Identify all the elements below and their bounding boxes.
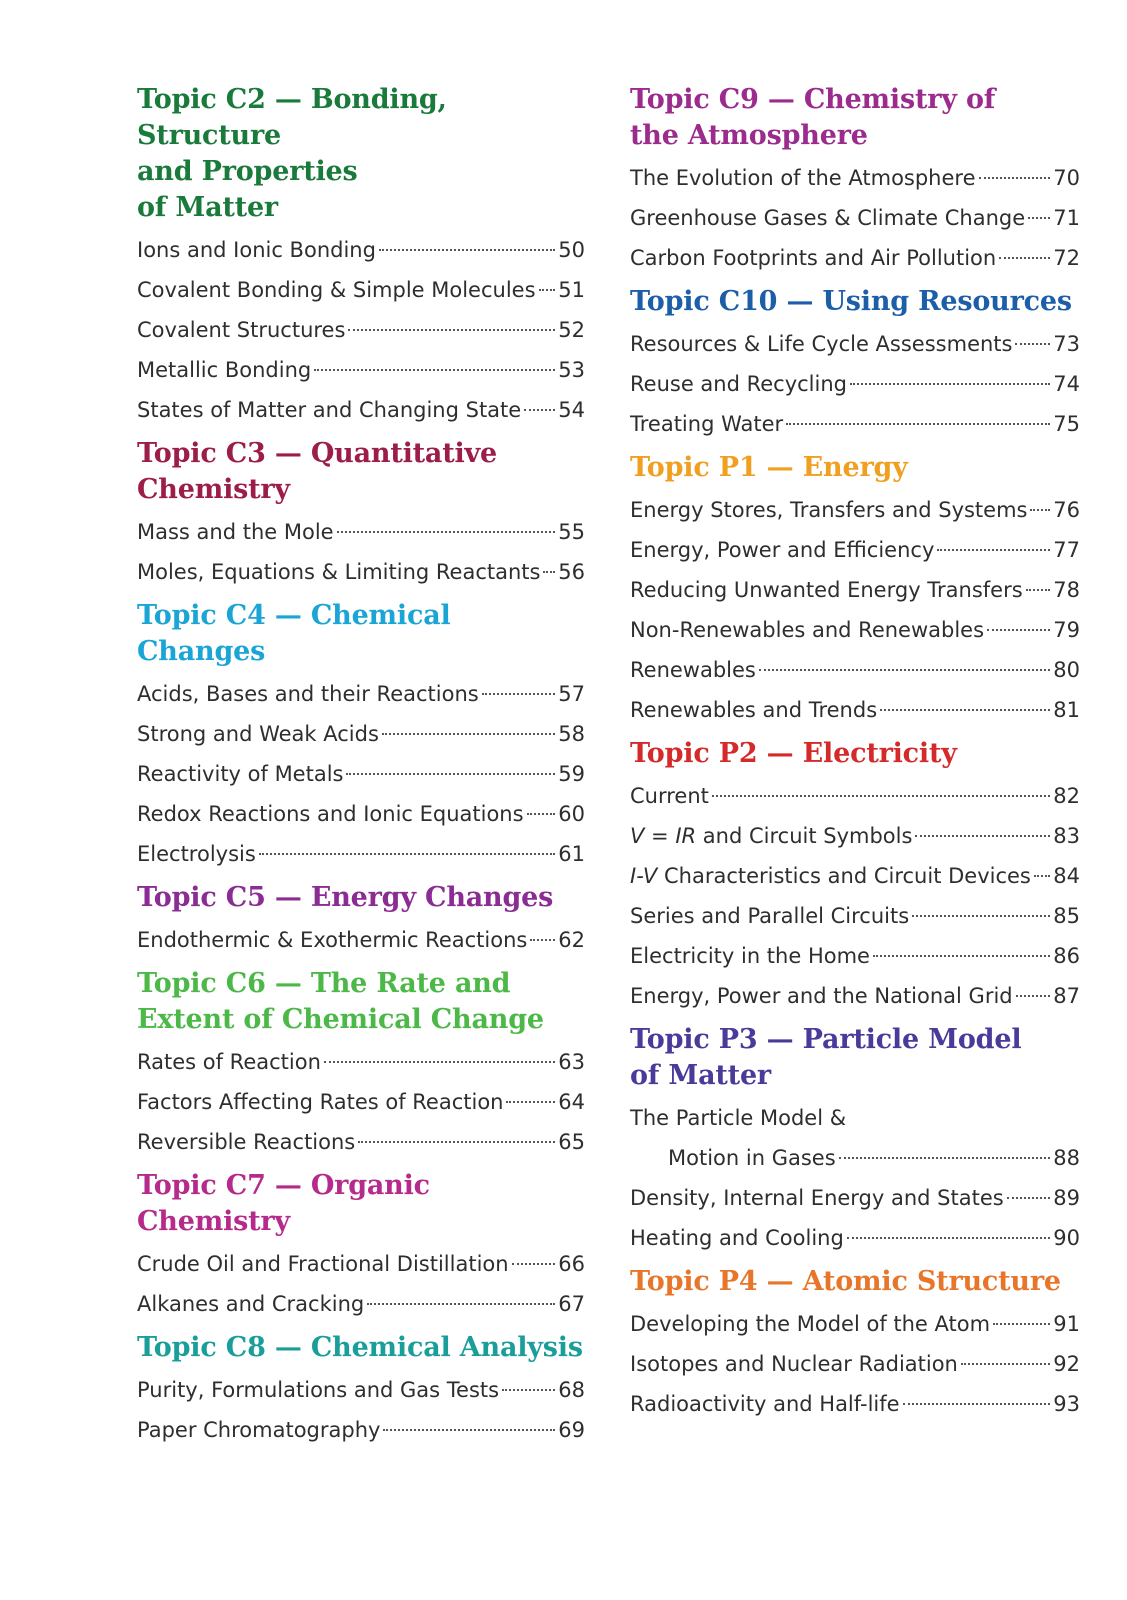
entry-label: Energy, Power and Efficiency bbox=[630, 538, 935, 562]
topic-title-line: Topic C8 — Chemical Analysis bbox=[137, 1332, 583, 1363]
dot-leader bbox=[543, 571, 555, 573]
toc-entry-reducing-unwanted-energy-transfers[interactable] bbox=[630, 570, 1080, 610]
entry-list bbox=[137, 674, 585, 874]
page-number: 58 bbox=[558, 722, 585, 746]
topic-title bbox=[137, 880, 585, 916]
toc-entry-crude-oil-and-fractional-distillation[interactable] bbox=[137, 1244, 585, 1284]
dot-leader bbox=[314, 369, 555, 371]
page-number: 51 bbox=[558, 278, 585, 302]
dot-leader bbox=[987, 629, 1050, 631]
page-number: 60 bbox=[558, 802, 585, 826]
dot-leader bbox=[527, 813, 556, 815]
topic-title bbox=[137, 598, 585, 670]
entry-list bbox=[137, 1042, 585, 1162]
page-number: 65 bbox=[558, 1130, 585, 1154]
page-number: 88 bbox=[1053, 1146, 1080, 1170]
toc-entry-strong-and-weak-acids[interactable] bbox=[137, 714, 585, 754]
entry-label: Ions and Ionic Bonding bbox=[137, 238, 376, 262]
toc-entry-covalent-structures[interactable] bbox=[137, 310, 585, 350]
entry-list bbox=[137, 1370, 585, 1450]
toc-entry-energy-stores-transfers-and-systems[interactable] bbox=[630, 490, 1080, 530]
dot-leader bbox=[379, 249, 555, 251]
toc-entry-alkanes-and-cracking[interactable] bbox=[137, 1284, 585, 1324]
toc-entry-ions-and-ionic-bonding[interactable] bbox=[137, 230, 585, 270]
entry-label: Developing the Model of the Atom bbox=[630, 1312, 991, 1336]
page-number: 83 bbox=[1053, 824, 1080, 848]
toc-entry-energy-power-and-the-national-grid[interactable] bbox=[630, 976, 1080, 1016]
dot-leader bbox=[850, 383, 1050, 385]
entry-label: Metallic Bonding bbox=[137, 358, 312, 382]
dot-leader bbox=[382, 733, 555, 735]
toc-entry-purity-formulations-and-gas-tests[interactable] bbox=[137, 1370, 585, 1410]
dot-leader bbox=[880, 709, 1050, 711]
topic-title-line: Topic C3 — Quantitative bbox=[137, 438, 498, 469]
dot-leader bbox=[530, 939, 555, 941]
topic-title-line: Topic C5 — Energy Changes bbox=[137, 882, 554, 913]
page-number: 77 bbox=[1053, 538, 1080, 562]
page-number: 67 bbox=[558, 1292, 585, 1316]
topic-section bbox=[630, 450, 1080, 730]
toc-entry-states-of-matter-and-changing-state[interactable] bbox=[137, 390, 585, 430]
entry-list bbox=[137, 1244, 585, 1324]
entry-label: Current bbox=[630, 784, 709, 808]
page-number: 56 bbox=[558, 560, 585, 584]
toc-entry-the-particle-model[interactable] bbox=[630, 1098, 1080, 1138]
toc-entry-paper-chromatography[interactable] bbox=[137, 1410, 585, 1450]
entry-label: Treating Water bbox=[630, 412, 784, 436]
page-number: 92 bbox=[1053, 1352, 1080, 1376]
toc-entry-factors-affecting-rates-of-reaction[interactable] bbox=[137, 1082, 585, 1122]
page-number: 82 bbox=[1053, 784, 1080, 808]
topic-title bbox=[630, 736, 1080, 772]
page-number: 76 bbox=[1053, 498, 1080, 522]
page-number: 62 bbox=[558, 928, 585, 952]
dot-leader bbox=[367, 1303, 555, 1305]
entry-label: The Evolution of the Atmosphere bbox=[630, 166, 976, 190]
toc-entry-moles-equations-limiting-reactants[interactable] bbox=[137, 552, 585, 592]
dot-leader bbox=[1015, 343, 1050, 345]
entry-list bbox=[630, 158, 1080, 278]
topic-title bbox=[630, 1264, 1080, 1300]
entry-label: Energy Stores, Transfers and Systems bbox=[630, 498, 1028, 522]
entry-label: Isotopes and Nuclear Radiation bbox=[630, 1352, 958, 1376]
page-number: 59 bbox=[558, 762, 585, 786]
entry-label: Greenhouse Gases & Climate Change bbox=[630, 206, 1026, 230]
entry-list bbox=[630, 1304, 1080, 1424]
topic-title bbox=[137, 436, 585, 508]
dot-leader bbox=[346, 773, 555, 775]
page-number: 75 bbox=[1053, 412, 1080, 436]
topic-section bbox=[630, 1264, 1080, 1424]
toc-entry-v-ir-and-circuit-symbols[interactable] bbox=[630, 816, 1080, 856]
entry-label: The Particle Model & bbox=[630, 1106, 847, 1130]
page-number: 80 bbox=[1053, 658, 1080, 682]
topic-title bbox=[630, 1022, 1080, 1094]
dot-leader bbox=[993, 1323, 1050, 1325]
page-number: 63 bbox=[558, 1050, 585, 1074]
topic-title bbox=[630, 284, 1080, 320]
topic-section bbox=[137, 880, 585, 960]
toc-entry-mass-and-the-mole[interactable] bbox=[137, 512, 585, 552]
entry-label: Reuse and Recycling bbox=[630, 372, 847, 396]
dot-leader bbox=[1030, 509, 1050, 511]
topic-title-line: Topic P4 — Atomic Structure bbox=[630, 1266, 1061, 1297]
page-number: 73 bbox=[1053, 332, 1080, 356]
entry-label: I-V Characteristics and Circuit Devices bbox=[630, 864, 1031, 888]
topic-title-line: Topic C6 — The Rate and bbox=[137, 968, 511, 999]
topic-section bbox=[630, 736, 1080, 1016]
entry-label: Acids, Bases and their Reactions bbox=[137, 682, 479, 706]
toc-entry-greenhouse-gases-climate-change[interactable] bbox=[630, 198, 1080, 238]
topic-title-line: of Matter bbox=[630, 1060, 771, 1091]
page-number: 93 bbox=[1053, 1392, 1080, 1416]
topic-title bbox=[137, 82, 585, 226]
entry-label: Factors Affecting Rates of Reaction bbox=[137, 1090, 504, 1114]
entry-label: Reducing Unwanted Energy Transfers bbox=[630, 578, 1023, 602]
dot-leader bbox=[786, 423, 1050, 425]
dot-leader bbox=[839, 1157, 1051, 1159]
entry-label: Paper Chromatography bbox=[137, 1418, 381, 1442]
entry-label: Carbon Footprints and Air Pollution bbox=[630, 246, 997, 270]
topic-title-line: Topic P3 — Particle Model bbox=[630, 1024, 1022, 1055]
topic-title bbox=[630, 82, 1080, 154]
topic-section bbox=[137, 436, 585, 592]
entry-label: Non-Renewables and Renewables bbox=[630, 618, 985, 642]
right-column bbox=[630, 82, 1080, 1430]
page-number: 66 bbox=[558, 1252, 585, 1276]
topic-section bbox=[630, 284, 1080, 444]
dot-leader bbox=[506, 1101, 555, 1103]
dot-leader bbox=[937, 549, 1050, 551]
entry-label: Covalent Bonding & Simple Molecules bbox=[137, 278, 536, 302]
entry-label: Strong and Weak Acids bbox=[137, 722, 379, 746]
topic-section bbox=[137, 1168, 585, 1324]
toc-entry-renewables[interactable] bbox=[630, 650, 1080, 690]
topic-title-line: Topic P1 — Energy bbox=[630, 452, 908, 483]
topic-title bbox=[137, 966, 585, 1038]
page-number: 79 bbox=[1053, 618, 1080, 642]
topic-section bbox=[630, 1022, 1080, 1258]
topic-title-line: of Matter bbox=[137, 192, 278, 223]
page-number: 70 bbox=[1053, 166, 1080, 190]
toc-entry-motion-in-gases[interactable] bbox=[630, 1138, 1080, 1178]
dot-leader bbox=[1034, 875, 1050, 877]
entry-label: Motion in Gases bbox=[668, 1146, 836, 1170]
entry-label: V = IR and Circuit Symbols bbox=[630, 824, 913, 848]
page-number: 52 bbox=[558, 318, 585, 342]
toc-entry-the-evolution-of-the-atmosphere[interactable] bbox=[630, 158, 1080, 198]
entry-label: Resources & Life Cycle Assessments bbox=[630, 332, 1013, 356]
dot-leader bbox=[873, 955, 1050, 957]
toc-entry-renewables-and-trends[interactable] bbox=[630, 690, 1080, 730]
toc-entry-metallic-bonding[interactable] bbox=[137, 350, 585, 390]
dot-leader bbox=[712, 795, 1050, 797]
topic-section bbox=[137, 1330, 585, 1450]
entry-label: Energy, Power and the National Grid bbox=[630, 984, 1013, 1008]
topic-title-line: the Atmosphere bbox=[630, 120, 868, 151]
entry-label: Redox Reactions and Ionic Equations bbox=[137, 802, 524, 826]
toc-entry-i-v-characteristics-and-circuit-devices[interactable] bbox=[630, 856, 1080, 896]
entry-label: Electricity in the Home bbox=[630, 944, 870, 968]
page-number: 64 bbox=[558, 1090, 585, 1114]
dot-leader bbox=[324, 1061, 555, 1063]
page-number: 81 bbox=[1053, 698, 1080, 722]
toc-entry-endothermic-exothermic-reactions[interactable] bbox=[137, 920, 585, 960]
dot-leader bbox=[259, 853, 555, 855]
page-number: 50 bbox=[558, 238, 585, 262]
dot-leader bbox=[1007, 1197, 1051, 1199]
entry-list bbox=[137, 512, 585, 592]
page-number: 54 bbox=[558, 398, 585, 422]
topic-title bbox=[137, 1330, 585, 1366]
dot-leader bbox=[961, 1363, 1050, 1365]
page-number: 55 bbox=[558, 520, 585, 544]
page-number: 89 bbox=[1053, 1186, 1080, 1210]
dot-leader bbox=[915, 835, 1050, 837]
entry-label: Purity, Formulations and Gas Tests bbox=[137, 1378, 500, 1402]
toc-entry-covalent-bonding-simple-molecules[interactable] bbox=[137, 270, 585, 310]
toc-entry-electricity-in-the-home[interactable] bbox=[630, 936, 1080, 976]
page-number: 57 bbox=[558, 682, 585, 706]
toc-entry-redox-reactions-and-ionic-equations[interactable] bbox=[137, 794, 585, 834]
page-number: 85 bbox=[1053, 904, 1080, 928]
dot-leader bbox=[1026, 589, 1051, 591]
page-number: 86 bbox=[1053, 944, 1080, 968]
entry-label: Reversible Reactions bbox=[137, 1130, 356, 1154]
dot-leader bbox=[1028, 217, 1050, 219]
page-number: 71 bbox=[1053, 206, 1080, 230]
topic-title-line: Topic C10 — Using Resources bbox=[630, 286, 1072, 317]
dot-leader bbox=[999, 257, 1050, 259]
entry-label: Crude Oil and Fractional Distillation bbox=[137, 1252, 509, 1276]
entry-list bbox=[630, 324, 1080, 444]
topic-title-line: Chemistry bbox=[137, 474, 290, 505]
dot-leader bbox=[348, 329, 555, 331]
toc-entry-non-renewables-and-renewables[interactable] bbox=[630, 610, 1080, 650]
toc-entry-reactivity-of-metals[interactable] bbox=[137, 754, 585, 794]
topic-title-line: Topic C7 — Organic bbox=[137, 1170, 430, 1201]
topic-title-line: Chemistry bbox=[137, 1206, 290, 1237]
toc-entry-acids-bases-and-their-reactions[interactable] bbox=[137, 674, 585, 714]
toc-entry-reuse-and-recycling[interactable] bbox=[630, 364, 1080, 404]
entry-label: Alkanes and Cracking bbox=[137, 1292, 365, 1316]
topic-title-line: Topic C2 — Bonding, Structure bbox=[137, 84, 447, 151]
left-column bbox=[137, 82, 585, 1456]
toc-entry-developing-the-model-of-the-atom[interactable] bbox=[630, 1304, 1080, 1344]
dot-leader bbox=[337, 531, 556, 533]
dot-leader bbox=[759, 669, 1050, 671]
topic-title bbox=[630, 450, 1080, 486]
entry-label: Mass and the Mole bbox=[137, 520, 334, 544]
page-number: 72 bbox=[1053, 246, 1080, 270]
entry-label: Renewables bbox=[630, 658, 756, 682]
dot-leader bbox=[1016, 995, 1051, 997]
toc-entry-current[interactable] bbox=[630, 776, 1080, 816]
entry-label: Density, Internal Energy and States bbox=[630, 1186, 1004, 1210]
toc-entry-rates-of-reaction[interactable] bbox=[137, 1042, 585, 1082]
entry-label: Covalent Structures bbox=[137, 318, 346, 342]
toc-entry-energy-power-and-efficiency[interactable] bbox=[630, 530, 1080, 570]
topic-section bbox=[630, 82, 1080, 278]
page-number: 78 bbox=[1053, 578, 1080, 602]
topic-title-line: Extent of Chemical Change bbox=[137, 1004, 544, 1035]
page-number: 90 bbox=[1053, 1226, 1080, 1250]
entry-list bbox=[137, 920, 585, 960]
page-number: 68 bbox=[558, 1378, 585, 1402]
toc-entry-carbon-footprints-and-air-pollution[interactable] bbox=[630, 238, 1080, 278]
dot-leader bbox=[847, 1237, 1050, 1239]
entry-label: Heating and Cooling bbox=[630, 1226, 844, 1250]
dot-leader bbox=[903, 1403, 1051, 1405]
topic-title-line: Topic C9 — Chemistry of bbox=[630, 84, 996, 115]
dot-leader bbox=[482, 693, 556, 695]
entry-list bbox=[630, 776, 1080, 1016]
entry-label: Electrolysis bbox=[137, 842, 256, 866]
topic-title-line: Topic P2 — Electricity bbox=[630, 738, 957, 769]
dot-leader bbox=[524, 409, 555, 411]
page-number: 84 bbox=[1053, 864, 1080, 888]
entry-label: States of Matter and Changing State bbox=[137, 398, 522, 422]
entry-label: Radioactivity and Half-life bbox=[630, 1392, 900, 1416]
entry-label: Rates of Reaction bbox=[137, 1050, 321, 1074]
entry-label: Renewables and Trends bbox=[630, 698, 878, 722]
toc-entry-isotopes-and-nuclear-radiation[interactable] bbox=[630, 1344, 1080, 1384]
dot-leader bbox=[539, 289, 556, 291]
dot-leader bbox=[358, 1141, 555, 1143]
entry-label: Series and Parallel Circuits bbox=[630, 904, 910, 928]
topic-section bbox=[137, 82, 585, 430]
page-number: 53 bbox=[558, 358, 585, 382]
dot-leader bbox=[979, 177, 1051, 179]
toc-entry-electrolysis[interactable] bbox=[137, 834, 585, 874]
dot-leader bbox=[383, 1429, 555, 1431]
page-number: 87 bbox=[1053, 984, 1080, 1008]
toc-entry-radioactivity-and-half-life[interactable] bbox=[630, 1384, 1080, 1424]
topic-title-line: Topic C4 — Chemical Changes bbox=[137, 600, 451, 667]
dot-leader bbox=[912, 915, 1050, 917]
page-number: 91 bbox=[1053, 1312, 1080, 1336]
topic-title-line: and Properties bbox=[137, 156, 358, 187]
dot-leader bbox=[502, 1389, 555, 1391]
topic-section bbox=[137, 598, 585, 874]
dot-leader bbox=[512, 1263, 556, 1265]
entry-label: Moles, Equations & Limiting Reactants bbox=[137, 560, 541, 584]
toc-entry-resources-life-cycle-assessments[interactable] bbox=[630, 324, 1080, 364]
entry-list bbox=[630, 1098, 1080, 1258]
toc-entry-series-and-parallel-circuits[interactable] bbox=[630, 896, 1080, 936]
entry-label: Endothermic & Exothermic Reactions bbox=[137, 928, 528, 952]
toc-entry-reversible-reactions[interactable] bbox=[137, 1122, 585, 1162]
toc-entry-heating-and-cooling[interactable] bbox=[630, 1218, 1080, 1258]
page-number: 61 bbox=[558, 842, 585, 866]
entry-label: Reactivity of Metals bbox=[137, 762, 344, 786]
page-number: 74 bbox=[1053, 372, 1080, 396]
toc-entry-density-internal-energy-and-states[interactable] bbox=[630, 1178, 1080, 1218]
entry-list bbox=[137, 230, 585, 430]
page-number: 69 bbox=[558, 1418, 585, 1442]
topic-title bbox=[137, 1168, 585, 1240]
topic-section bbox=[137, 966, 585, 1162]
entry-list bbox=[630, 490, 1080, 730]
toc-entry-treating-water[interactable] bbox=[630, 404, 1080, 444]
